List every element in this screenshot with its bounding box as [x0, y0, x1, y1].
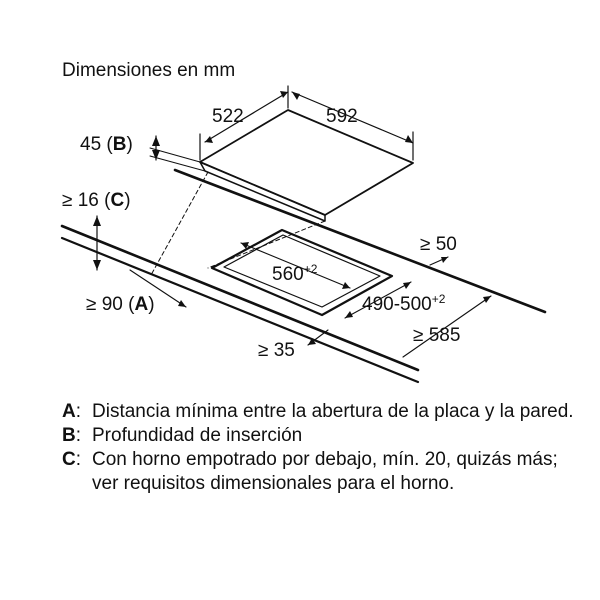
legend-key-c: C	[62, 449, 76, 470]
legend	[62, 400, 582, 496]
dim-560-label: $560^{+2}$	[272, 262, 318, 285]
legend-key-a: A	[62, 401, 76, 422]
dim-16-label: ≥ 16 (C)	[62, 190, 131, 211]
projection-dashed	[151, 172, 208, 275]
dim-522-label: 522	[212, 106, 244, 127]
dim-90-label: ≥ 90 (A)	[86, 294, 155, 315]
legend-text-c: Con horno empotrado por debajo, mín. 20, quizás más; ver requisitos dimensionales para el horno.	[92, 449, 558, 494]
dim-490-label: $490-500^{+2}$	[362, 292, 446, 315]
legend-item-b: B: Profundidad de inserción	[62, 424, 582, 448]
legend-key-b: B	[62, 425, 76, 446]
dim-585-label: ≥ 585	[413, 325, 461, 346]
dim-45-label: 45 (B)	[80, 134, 133, 155]
legend-item-c: C: Con horno empotrado por debajo, mín. 20, quizás más; ver requisitos dimensionales para el horno.	[62, 448, 582, 496]
units-title: Dimensiones en mm	[62, 60, 236, 81]
legend-item-a: A: Distancia mínima entre la abertura de la placa y la pared.	[62, 400, 582, 424]
dim-592-label: 592	[326, 106, 358, 127]
legend-text-a: Distancia mínima entre la abertura de la placa y la pared.	[92, 401, 574, 422]
legend-text-b: Profundidad de inserción	[92, 425, 303, 446]
worktop-back-edge	[175, 170, 545, 312]
dim-50-label: ≥ 50	[420, 234, 457, 255]
dim-35-label: ≥ 35	[258, 340, 295, 361]
